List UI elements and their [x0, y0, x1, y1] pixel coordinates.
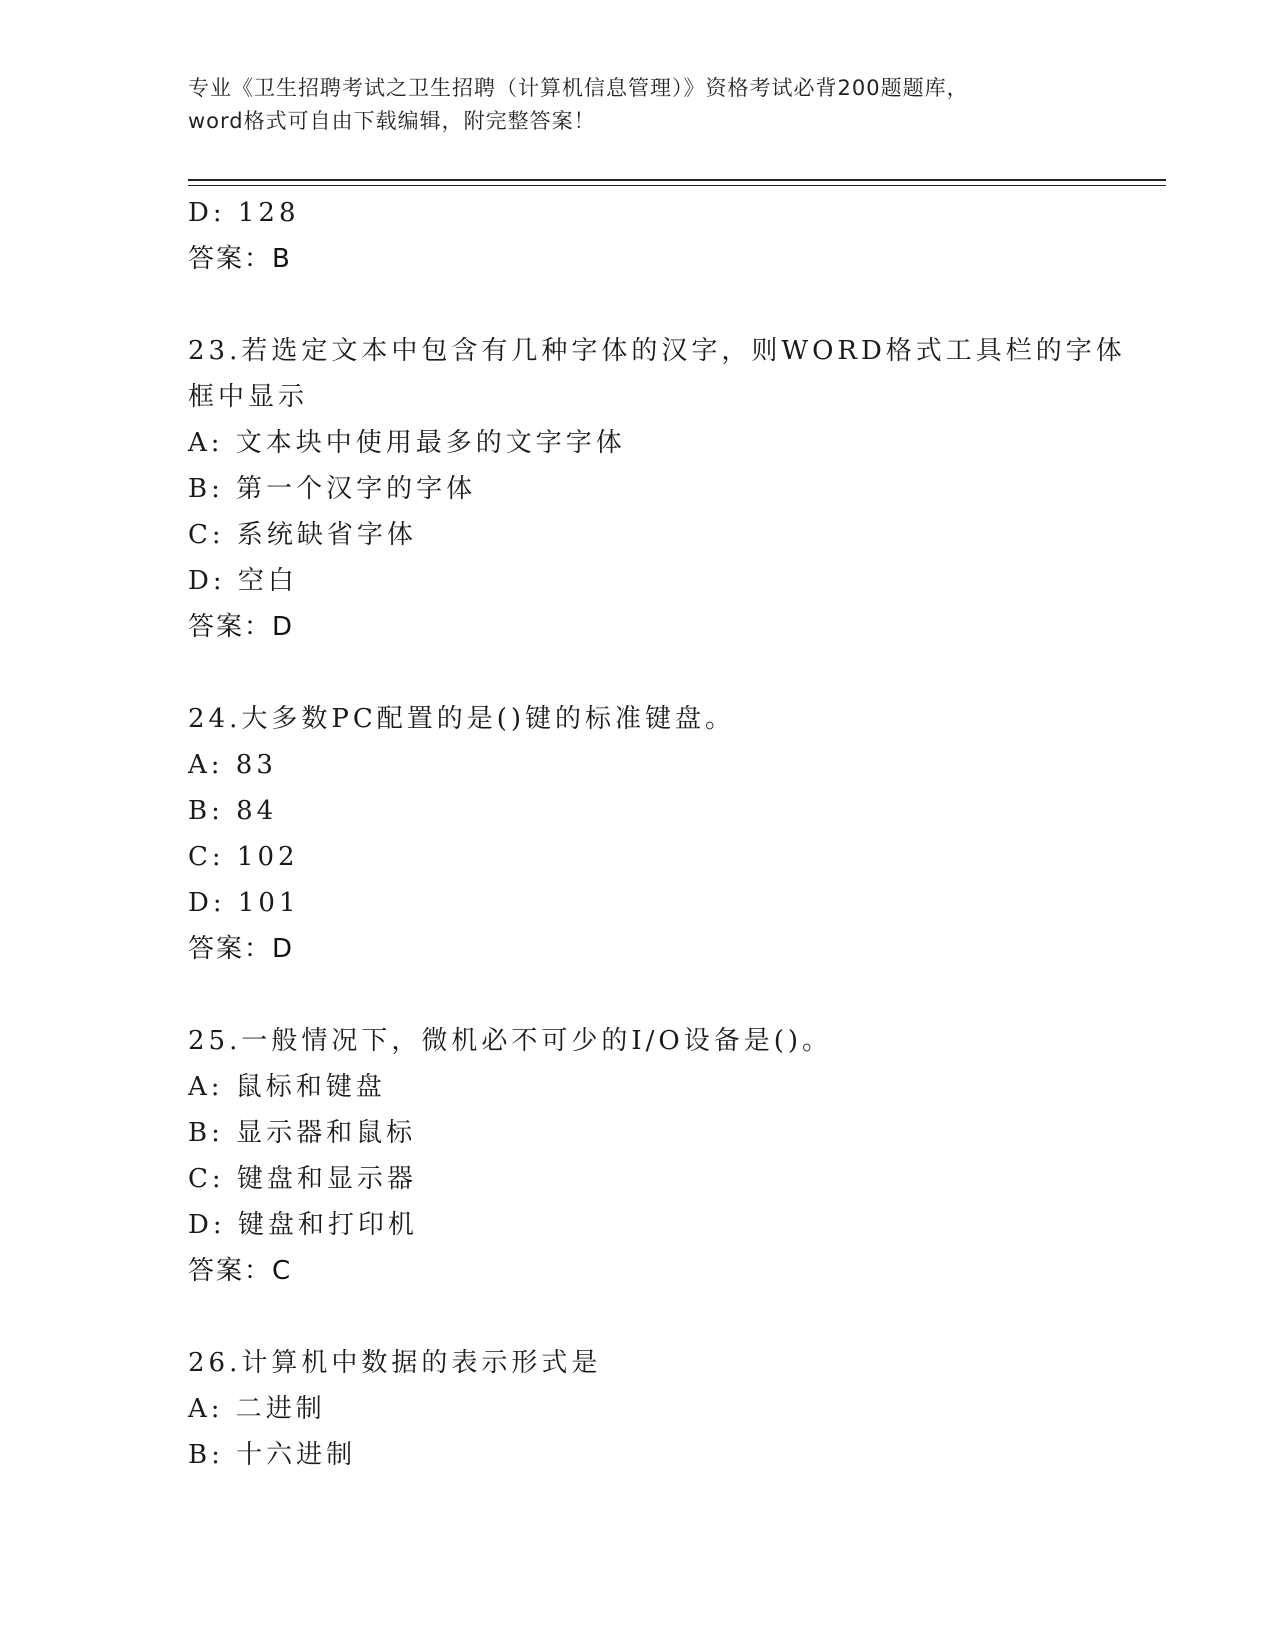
q22-option-d: D: 128: [188, 198, 300, 228]
q24-option-c: C: 102: [188, 842, 299, 872]
q25-option-c: C: 键盘和显示器: [188, 1164, 417, 1194]
q26-option-b: B: 十六进制: [188, 1440, 357, 1470]
q25-option-a: A: 鼠标和键盘: [188, 1072, 386, 1102]
spacer: [188, 282, 1088, 328]
q24-option-a: A: 83: [188, 750, 277, 780]
spacer: [188, 650, 1088, 696]
q23-option-b: B: 第一个汉字的字体: [188, 474, 477, 504]
q25-answer: 答案：C: [188, 1256, 293, 1286]
q25-option-b: B: 显示器和鼠标: [188, 1118, 417, 1148]
q23-title-line-1: 23.若选定文本中包含有几种字体的汉字，则WORD格式工具栏的字体: [188, 336, 1126, 366]
document-header: [188, 72, 1088, 138]
header-rule-thin: [188, 185, 1166, 186]
header-rule-thick: [188, 179, 1166, 181]
q24-option-b: B: 84: [188, 796, 278, 826]
q23-option-a: A: 文本块中使用最多的文字字体: [188, 428, 626, 458]
q25-option-d: D: 键盘和打印机: [188, 1210, 418, 1240]
q25-title: 25.一般情况下，微机必不可少的I/O设备是()。: [188, 1026, 832, 1056]
q26-option-a: A: 二进制: [188, 1394, 326, 1424]
q23-title-line-2: 框中显示: [188, 382, 309, 412]
q24-option-d: D: 101: [188, 888, 300, 918]
header-line-1: 专业《卫生招聘考试之卫生招聘（计算机信息管理）》资格考试必背200题题库，: [188, 76, 969, 100]
spacer: [188, 972, 1088, 1018]
q23-option-d: D: 空白: [188, 566, 298, 596]
document-body: [188, 190, 1126, 1478]
q22-answer: 答案：B: [188, 244, 292, 274]
q24-title: 24.大多数PC配置的是()键的标准键盘。: [188, 704, 736, 734]
q26-title: 26.计算机中数据的表示形式是: [188, 1348, 602, 1378]
header-line-2: word格式可自由下载编辑，附完整答案！: [188, 109, 596, 133]
q23-option-c: C: 系统缺省字体: [188, 520, 417, 550]
q23-answer: 答案：D: [188, 612, 295, 642]
spacer: [188, 1294, 1088, 1340]
q24-answer: 答案：D: [188, 934, 295, 964]
